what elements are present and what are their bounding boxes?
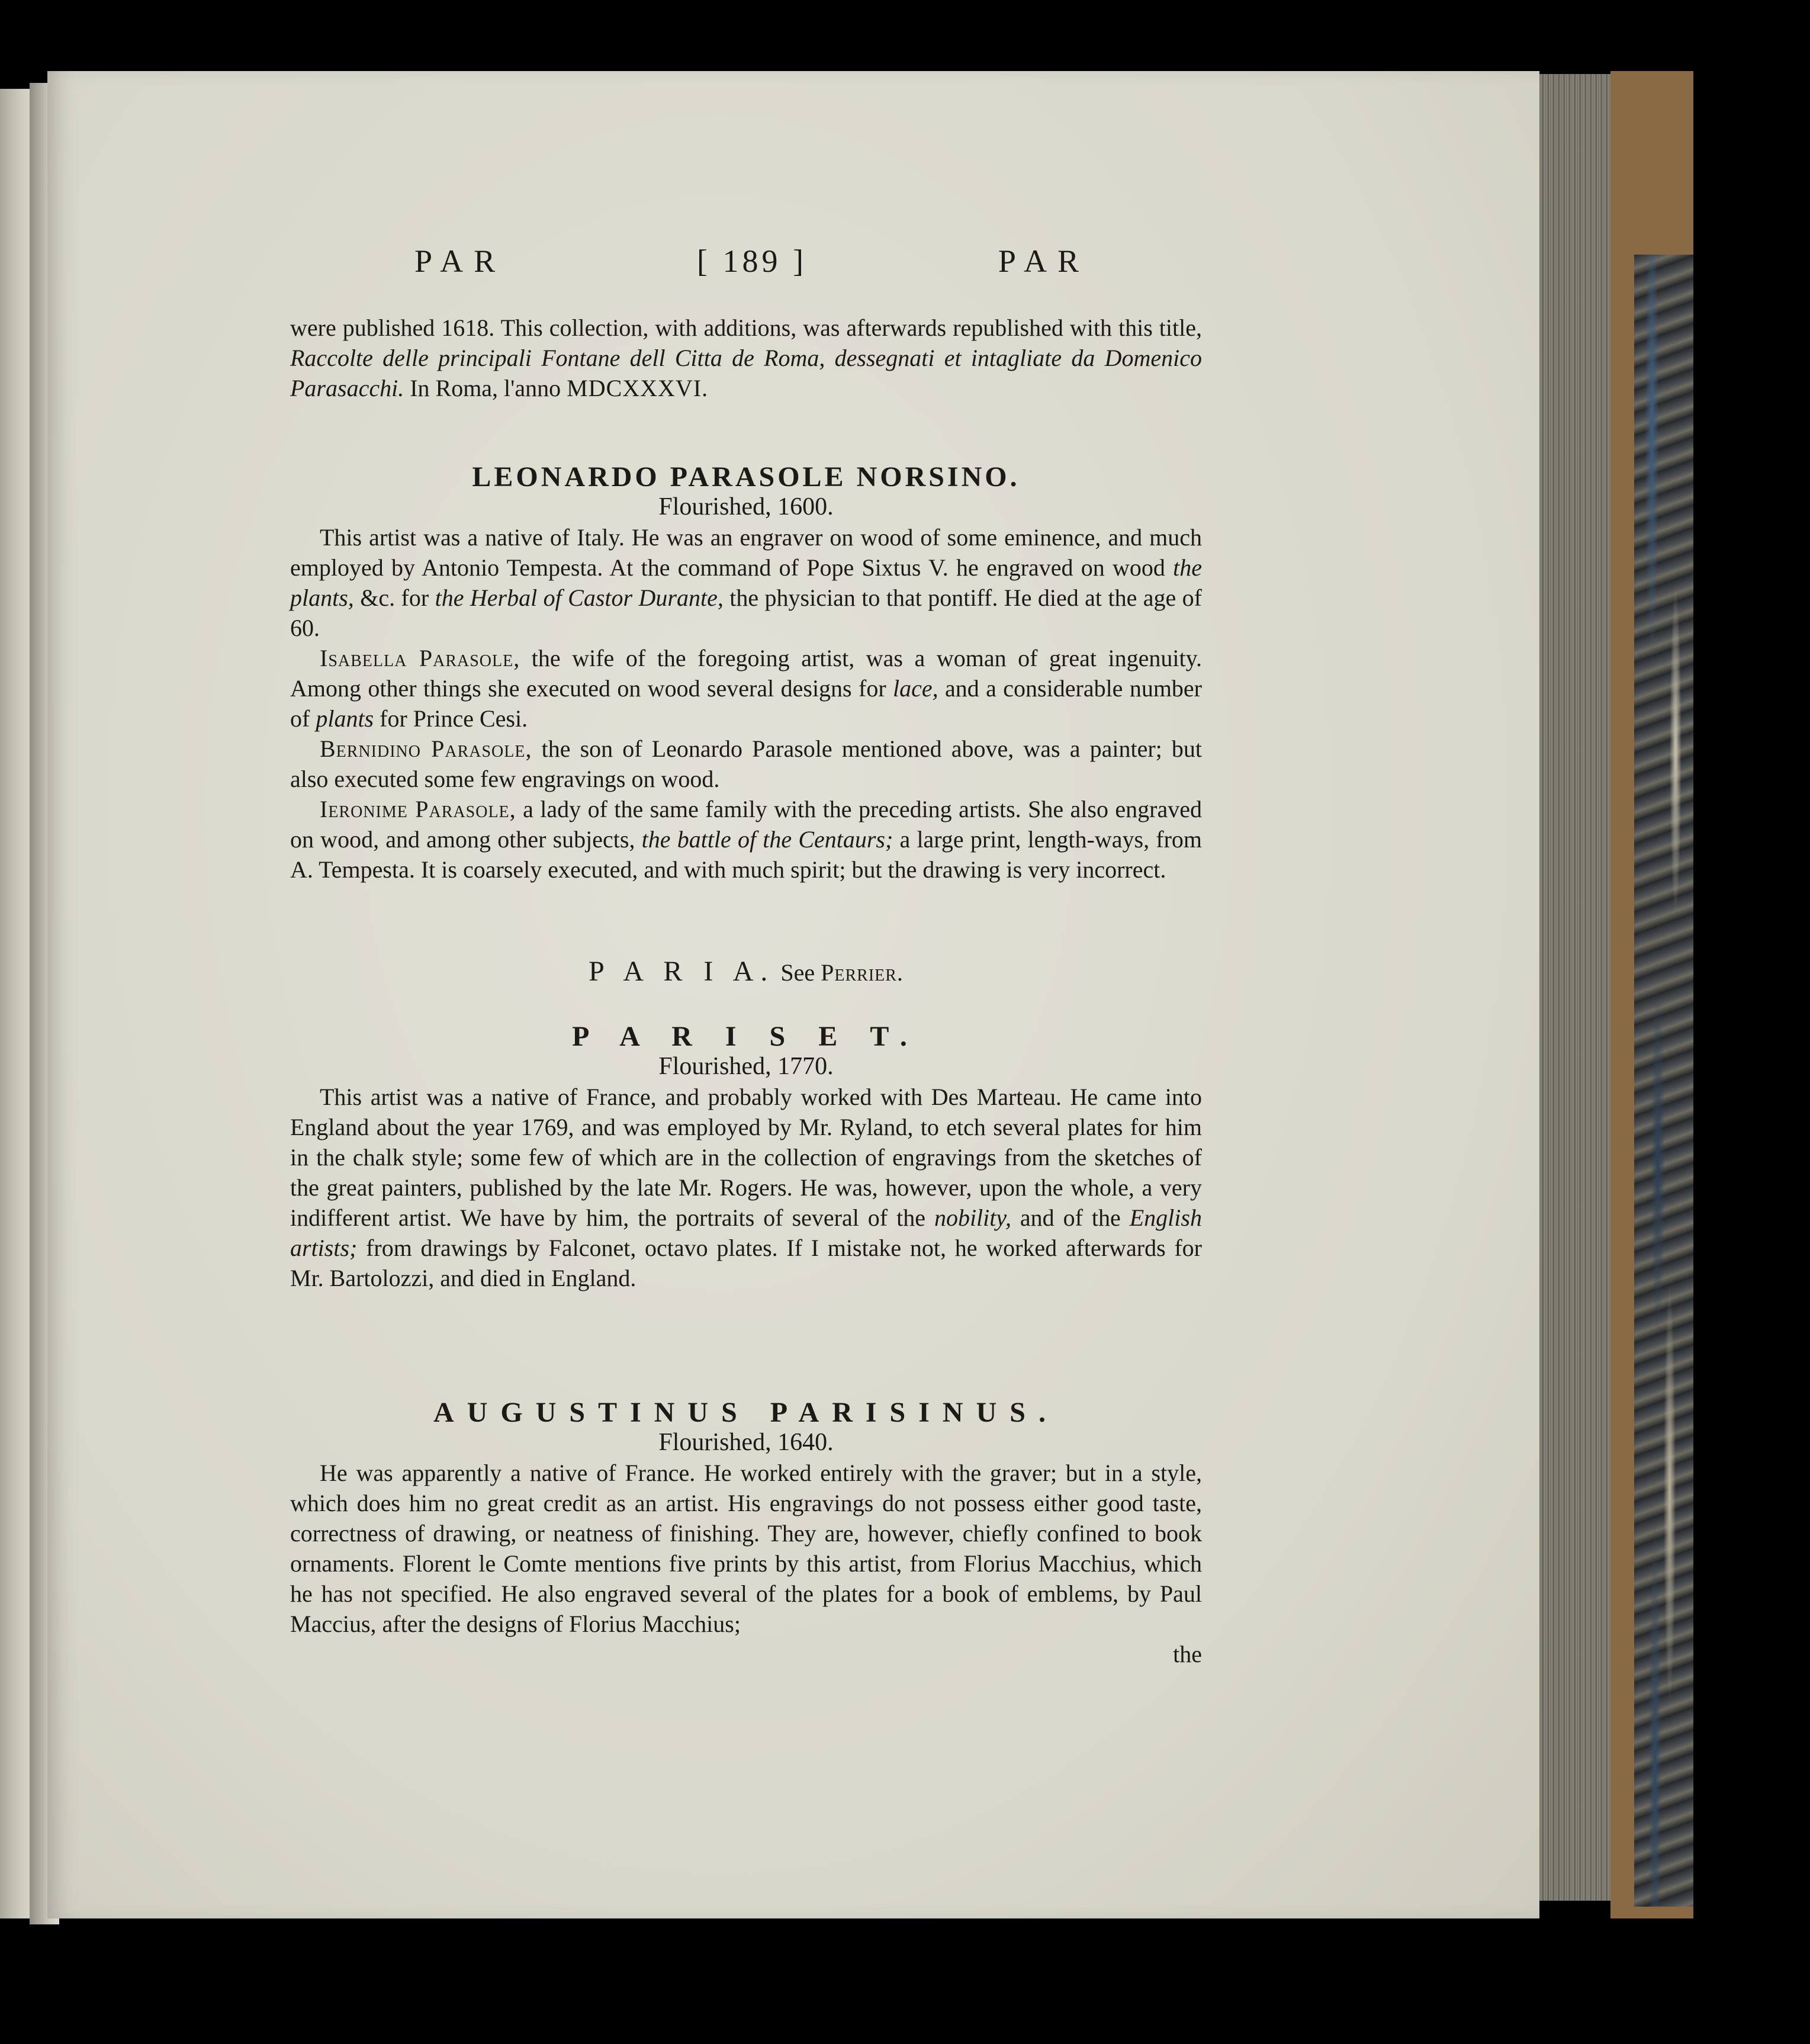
text-run: &c. for: [353, 584, 435, 611]
text-run: and a considerable number of: [290, 675, 1203, 732]
catchword: the: [1173, 1641, 1202, 1667]
text-run: a lady of the same family with the preceding artists. She also engraved on wood, and among other subjects,: [290, 796, 1202, 853]
italic-run: lace,: [893, 675, 938, 702]
italic-run: the Herbal of Castor Durante,: [435, 584, 724, 611]
entry-paragraph: [290, 734, 1202, 794]
see-target: Perrier.: [821, 959, 904, 986]
text-run: a large print, length-ways, from A. Tempesta. It is coarsely executed, and with much spirit; but the drawing is very incorrect.: [290, 826, 1203, 883]
running-head-right: PAR: [998, 243, 1089, 279]
entry-paragraph: [290, 643, 1202, 734]
italic-run: plants: [316, 705, 374, 732]
page-edges: [1539, 74, 1610, 1901]
italic-run: English artists;: [290, 1204, 1202, 1261]
cross-reference: [290, 956, 1202, 988]
entry-date: Flourished, 1770.: [658, 1053, 834, 1080]
italic-title: Raccolte delle principali Fontane dell Citta de Roma, dessegnati et intagliate da Domenico Parasacchi.: [290, 345, 1202, 401]
entry-norsino: [290, 462, 1202, 885]
roman-numeral-year: MDCXXXVI.: [567, 375, 709, 401]
text-run: This artist was a native of Italy. He was an engraver on wood of some eminence, and much employed by Antonio Tempesta. At the command of Pope Sixtus V. he engraved on wood: [290, 524, 1202, 581]
entry-pariset: [290, 1021, 1202, 1293]
text-run: for Prince Cesi.: [374, 705, 528, 732]
entry-paragraph: [290, 794, 1202, 885]
person-name: Ieronime Parasole,: [320, 796, 516, 822]
italic-run: the battle of the Centaurs;: [641, 826, 893, 853]
entry-date: Flourished, 1640.: [658, 1429, 834, 1456]
text-run: This artist was a native of France, and probably worked with Des Marteau. He came into England about the year 1769, and was employed by Mr. Ryland, to etch several plates for him in the chalk style; some few of which are in the collection of engravings from the sketches of the great painters, published by the late Mr. Rogers. He was, however, upon the whole, a very indifferent artist. We have by him, the portraits of several of the: [290, 1084, 1202, 1231]
marbled-endpaper: [1634, 255, 1693, 1907]
text-run: In Roma, l'anno: [404, 375, 567, 401]
entry-title: P A R I A.: [589, 956, 775, 987]
text-run: the physician to that pontiff. He died at the age of 60.: [290, 584, 1202, 641]
entry-paragraph: [290, 522, 1202, 643]
entry-parisinus: [290, 1397, 1202, 1669]
entry-paragraph: [290, 1082, 1202, 1293]
italic-run: nobility,: [934, 1204, 1011, 1231]
person-name: Bernidino Parasole,: [320, 735, 532, 762]
running-head-left: PAR: [414, 243, 506, 279]
page-number: [ 189 ]: [697, 243, 807, 279]
entry-title: P A R I S E T.: [572, 1021, 920, 1052]
entry-title: LEONARDO PARASOLE NORSINO.: [472, 461, 1020, 493]
entry-paria: [290, 956, 1202, 988]
text-run: the son of Leonardo Parasole mentioned above, was a painter; but also executed some few engravings on wood.: [290, 735, 1202, 792]
entry-title: AUGUSTINUS PARISINUS.: [433, 1397, 1059, 1428]
see-label: See: [780, 959, 815, 986]
entry-date: Flourished, 1600.: [658, 493, 834, 520]
entry-paragraph: He was apparently a native of France. He worked entirely with the graver; but in a style, which does him no great credit as an artist. His engravings do not possess either good taste, correctness of drawing, or neatness of finishing. They are, however, chiefly confined to book ornaments. Florent le Comte mentions five prints by this artist, from Florius Macchius, which he has not specified. He also engraved several of the plates for a book of emblems, by Paul Maccius, after the designs of Florius Macchius;: [290, 1460, 1202, 1637]
continuation-paragraph: [290, 313, 1202, 403]
text-run: and of the: [1011, 1204, 1130, 1231]
text-run: the wife of the foregoing artist, was a woman of great ingenuity. Among other things she executed on wood several designs for: [290, 645, 1203, 702]
italic-run: the plants,: [290, 554, 1202, 611]
person-name: Isabella Parasole,: [320, 645, 520, 671]
running-head: [414, 243, 1089, 284]
text-run: from drawings by Falconet, octavo plates. If I mistake not, he worked afterwards for Mr. Bartolozzi, and died in England.: [290, 1235, 1202, 1291]
text-run: were published 1618. This collection, with additions, was afterwards republished with this title,: [290, 314, 1202, 341]
